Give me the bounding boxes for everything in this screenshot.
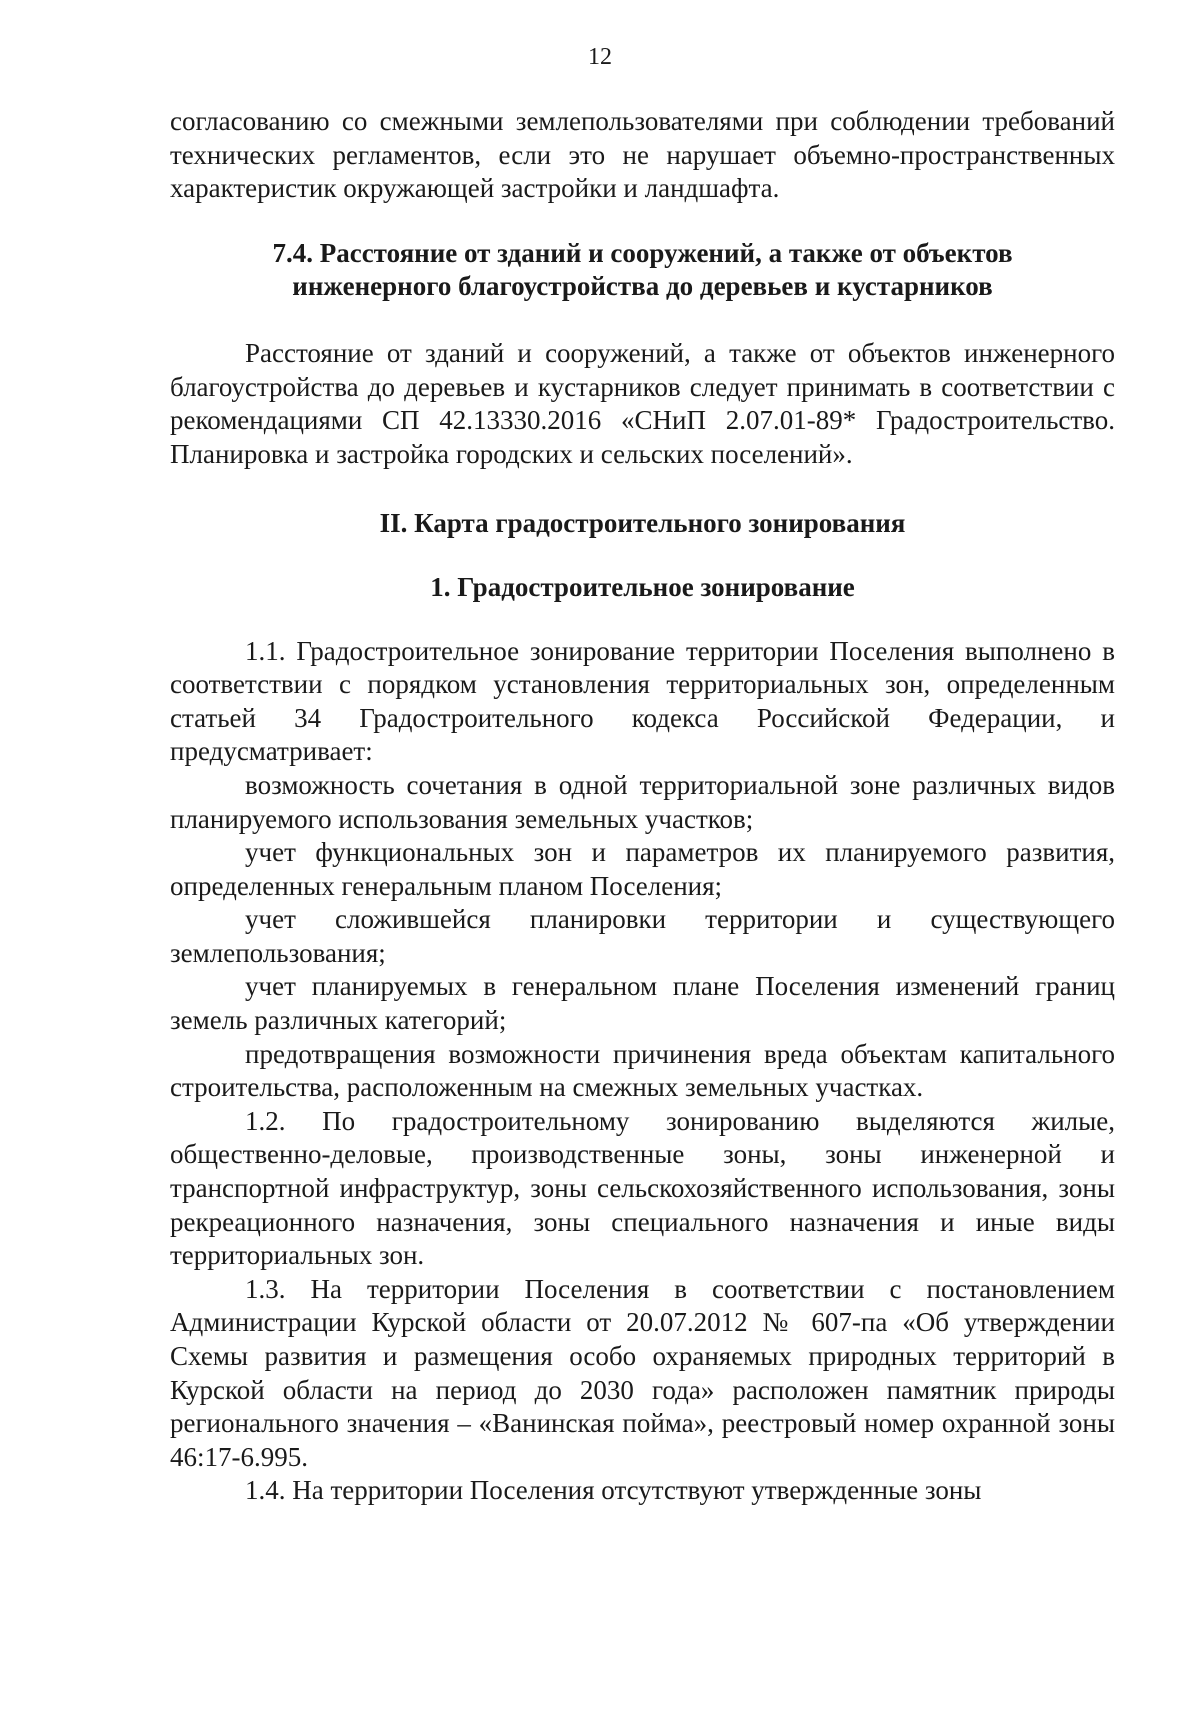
- section-7-4-heading: [170, 237, 1115, 304]
- paragraph-continuation: согласованию со смежными землепользователями при соблюдении требований технических регламентов, если это не нарушает объемно-пространственных характеристик окружающей застройки и ландшафта.: [170, 106, 1115, 204]
- section-7-4-heading-line-1: 7.4. Расстояние от зданий и сооружений, а также от объектов: [272, 237, 1013, 268]
- paragraph-1-4: 1.4. На территории Поселения отсутствуют утвержденные зоны: [245, 1475, 982, 1506]
- paragraph-1-1: 1.1. Градостроительное зонирование территории Поселения выполнено в соответствии с порядком установления территориальных зон, определенным статьей 34 Градостроительного кодекса Российской Федерации, и предусматривает:: [170, 635, 1115, 767]
- part-2-heading: II. Карта градостроительного зонирования: [379, 508, 906, 539]
- list-item-combination: возможность сочетания в одной территориальной зоне различных видов планируемого использования земельных участков;: [170, 769, 1115, 834]
- paragraph-1-2: 1.2. По градостроительному зонированию выделяются жилые, общественно-деловые, производственные зоны, зоны инженерной и транспортной инфраструктур, зоны сельскохозяйственного использования, зоны рекреационного назначения, зоны специального назначения и иные виды территориальных зон.: [170, 1105, 1115, 1271]
- list-item-existing-layout: учет сложившейся планировки территории и существующего землепользования;: [170, 904, 1115, 968]
- list-item-functional-zones: учет функциональных зон и параметров их планируемого развития, определенных генеральным планом Поселения;: [170, 837, 1115, 901]
- subsection-1-heading: 1. Градостроительное зонирование: [430, 571, 855, 602]
- list-item-harm-prevention: предотвращения возможности причинения вреда объектам капитального строительства, расположенным на смежных земельных участках.: [170, 1038, 1115, 1103]
- paragraph-1-3: 1.3. На территории Поселения в соответствии с постановлением Администрации Курской области от 20.07.2012 № 607-па «Об утверждении Схемы развития и размещения особо охраняемых природных территорий в Курской области на период до 2030 года» расположен памятник природы регионального значения – «Ванинская пойма», реестровый номер охранной зоны 46:17-6.995.: [170, 1273, 1115, 1472]
- section-7-4-heading-line-2: инженерного благоустройства до деревьев и кустарников: [292, 271, 993, 302]
- page-number: 12: [588, 44, 612, 70]
- section-7-4-paragraph: Расстояние от зданий и сооружений, а также от объектов инженерного благоустройства до деревьев и кустарников следует принимать в соответствии с рекомендациями СП 42.13330.2016 «СНиП 2.07.01-89* Градостроительство. Планировка и застройка городских и сельских поселений».: [170, 337, 1115, 469]
- list-item-land-categories: учет планируемых в генеральном плане Поселения изменений границ земель различных категорий;: [170, 971, 1115, 1036]
- document-body: [170, 105, 1115, 1508]
